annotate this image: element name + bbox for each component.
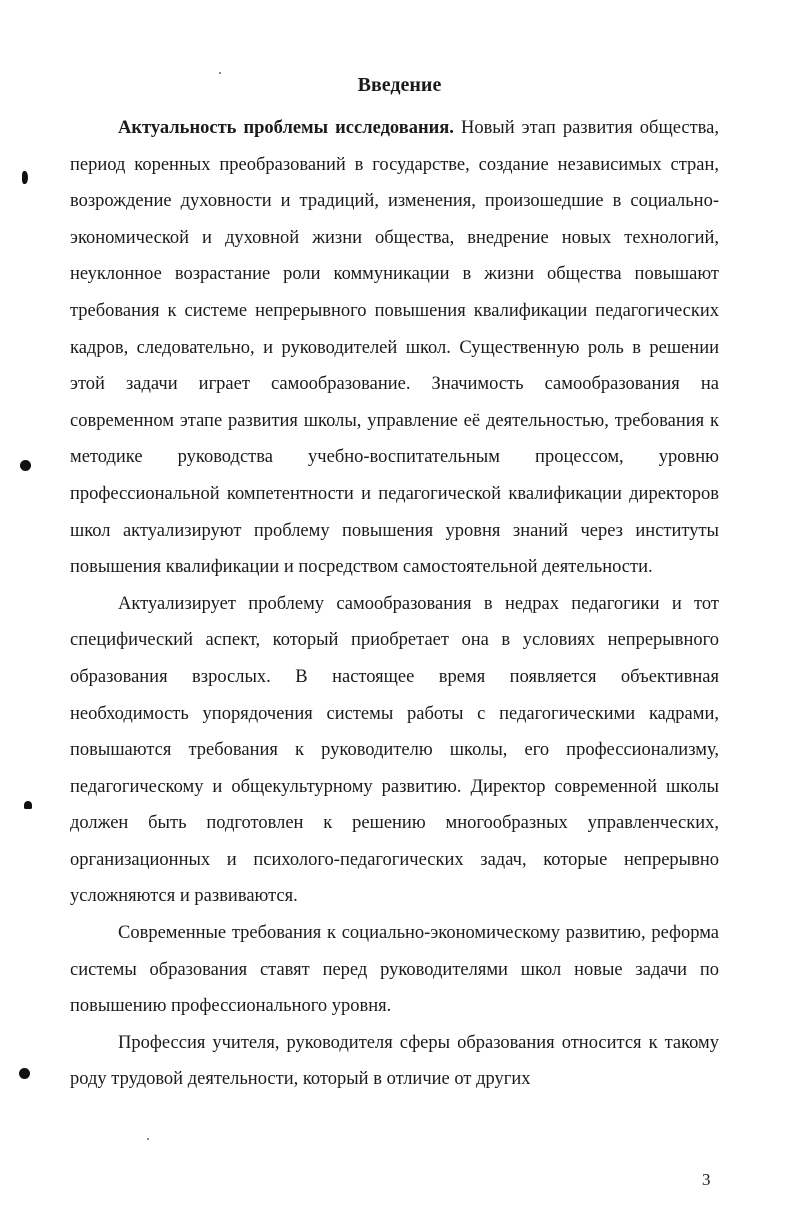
paragraph-text: Актуализирует проблему самообразования в недрах педагогики и тот специфический аспект, который приобретает она в условиях непрерывного образования взрослых. В настоящее время появляется объективная необходимость упорядочения системы работы с педагогическими кадрами, повышаются требования к руководителю школы, его профессионализму, педагогическому и общекультурному развитию. Директор современной школы должен быть подготовлен к решению многообразных управленческих, организационных и психолого-педагогических задач, которые непрерывно усложняются и развиваются. bbox=[70, 593, 719, 907]
paragraph-relevance bbox=[70, 110, 719, 586]
page-number: 3 bbox=[702, 1170, 711, 1189]
scan-speck bbox=[219, 72, 221, 74]
paragraph-text: Профессия учителя, руководителя сферы образования относится к такому роду трудовой деятельности, который в отличие от других bbox=[70, 1032, 719, 1090]
paragraph-self-education bbox=[70, 586, 719, 915]
scan-speck bbox=[147, 1138, 149, 1140]
paragraph-profession bbox=[70, 1025, 719, 1098]
paragraph-lead-heading: Актуальность проблемы исследования. bbox=[118, 118, 454, 138]
paragraph-text: Современные требования к социально-экономическому развитию, реформа системы образования ставят перед руководителями школ новые задачи по повышению профессионального уровня. bbox=[70, 923, 719, 1017]
scan-mark-dot bbox=[22, 171, 28, 184]
paragraph-requirements bbox=[70, 915, 719, 1025]
scan-mark-dot bbox=[19, 1068, 30, 1079]
page-title: Введение bbox=[357, 74, 442, 96]
document-body bbox=[70, 110, 719, 1098]
scan-mark-dot bbox=[20, 460, 31, 471]
paragraph-text: Новый этап развития общества, период коренных преобразований в государстве, создание независимых стран, возрождение духовности и традиций, изменения, произошедшие в социально-экономической и духовной жизни общества, внедрение новых технологий, неуклонное возрастание роли коммуникации в жизни общества повышают требования к системе непрерывного повышения квалификации педагогических кадров, следовательно, и руководителей школ. Существенную роль в решении этой задачи играет самообразование. Значимость самообразования на современном этапе развития школы, управление её деятельностью, требования к методике руководства учебно-воспитательным процессом, уровню профессиональной компетентности и педагогической квалификации директоров школ актуализируют проблему повышения уровня знаний через институты повышения квалификации и посредством самостоятельной деятельности. bbox=[70, 118, 719, 578]
scan-mark-dot bbox=[24, 801, 32, 809]
